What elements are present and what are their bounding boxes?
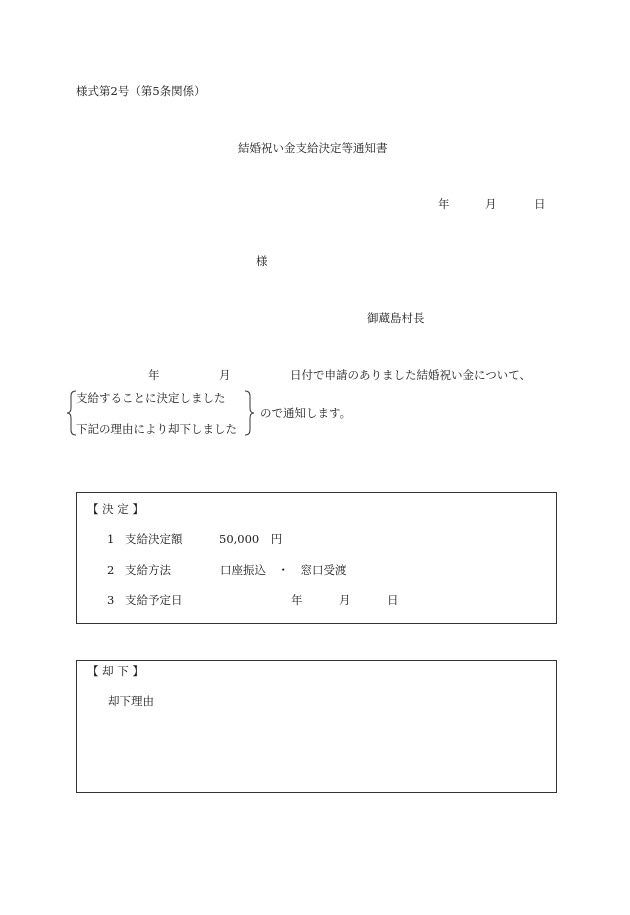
document-title: 結婚祝い金支給決定等通知書 — [238, 141, 388, 155]
scheduled-day-label: 日 — [387, 593, 399, 607]
payment-amount: 50,000 円 — [219, 532, 283, 546]
body-year-label: 年 — [148, 368, 160, 382]
date-month-label: 月 — [485, 197, 497, 211]
scheduled-month-label: 月 — [339, 593, 351, 607]
option-grant: 支給することに決定しました — [76, 391, 226, 405]
rejection-box — [76, 660, 557, 793]
decision-item-label: 支給予定日 — [125, 593, 183, 607]
payment-method: 口座振込 ・ 窓口受渡 — [220, 563, 347, 577]
decision-box — [76, 492, 557, 624]
decision-item-number: 2 — [107, 563, 115, 577]
form-number: 様式第2号（第5条関係） — [76, 84, 206, 98]
date-day-label: 日 — [534, 197, 546, 211]
option-reject: 下記の理由により却下しました — [76, 422, 237, 436]
decision-item-number: 1 — [107, 532, 115, 546]
rejection-reason-label: 却下理由 — [108, 694, 154, 708]
decision-item-label: 支給方法 — [125, 563, 171, 577]
body-sentence: 日付で申請のありました結婚祝い金について、 — [290, 368, 532, 382]
decision-header: 【 決 定 】 — [87, 502, 144, 516]
body-suffix: ので通知します。 — [260, 406, 352, 420]
body-month-label: 月 — [219, 368, 231, 382]
scheduled-year-label: 年 — [291, 593, 303, 607]
decision-item-number: 3 — [107, 593, 115, 607]
rejection-header: 【 却 下 】 — [87, 664, 144, 678]
decision-item-label: 支給決定額 — [125, 532, 183, 546]
right-brace — [244, 390, 254, 436]
date-year-label: 年 — [438, 197, 450, 211]
recipient-honorific: 様 — [256, 254, 268, 268]
issuer-name: 御蔵島村長 — [367, 311, 425, 325]
